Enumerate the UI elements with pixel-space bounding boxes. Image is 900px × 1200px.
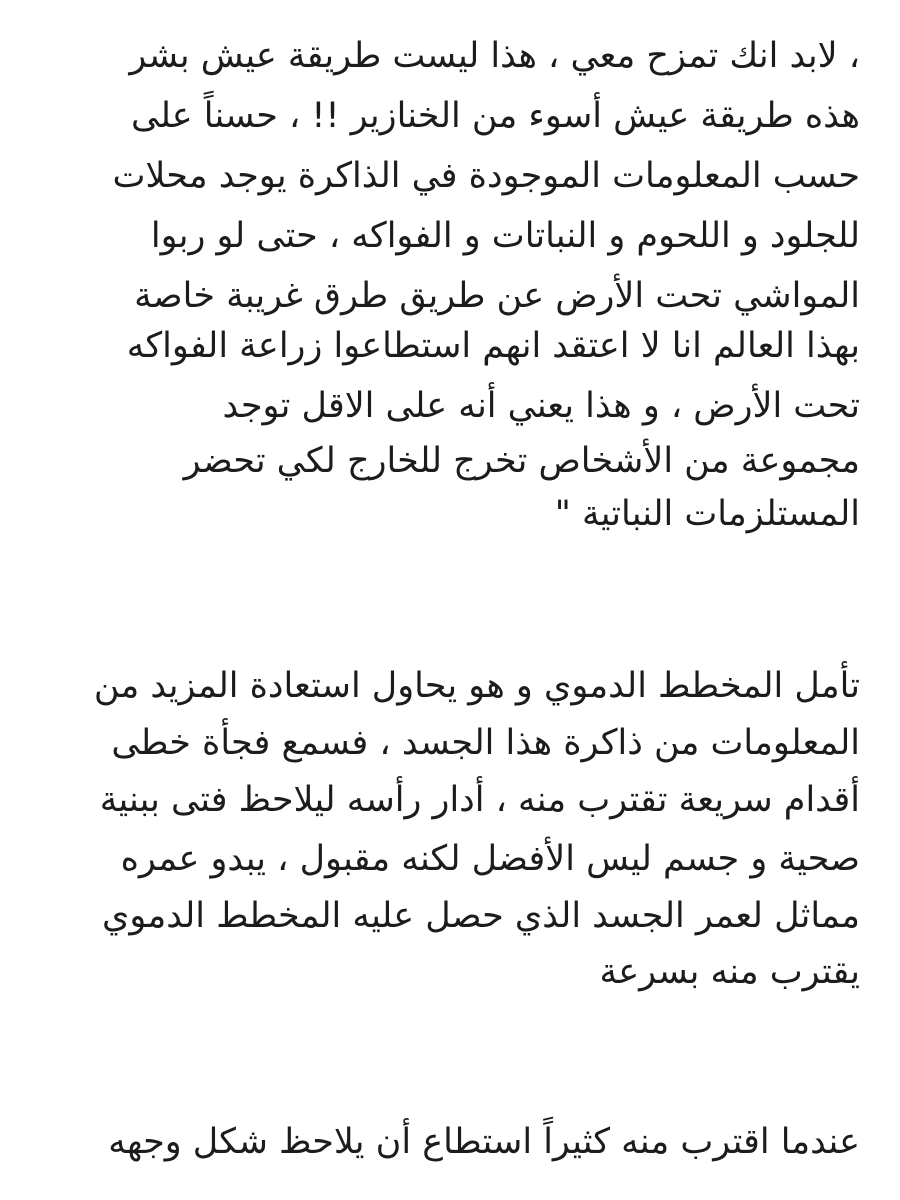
text-line: صحية و جسم ليس الأفضل لكنه مقبول ، يبدو عمره <box>120 839 860 879</box>
text-line: أقدام سريعة تقترب منه ، أدار رأسه ليلاحظ فتى ببنية <box>99 780 860 820</box>
text-line: تحت الأرض ، و هذا يعني أنه على الاقل توجد <box>222 386 860 426</box>
text-line: ، لابد انك تمزح معي ، هذا ليست طريقة عيش بشر <box>129 36 860 76</box>
text-line: حسب المعلومات الموجودة في الذاكرة يوجد محلات <box>112 156 860 196</box>
text-line: المواشي تحت الأرض عن طريق طرق غريبة خاصة <box>134 276 860 316</box>
text-line: عندما اقترب منه كثيراً استطاع أن يلاحظ شكل وجهه <box>108 1122 860 1162</box>
text-line: المعلومات من ذاكرة هذا الجسد ، فسمع فجأة خطى <box>111 723 860 763</box>
text-line: هذه طريقة عيش أسوء من الخنازير !! ، حسناً على <box>131 96 860 136</box>
text-line: بهذا العالم انا لا اعتقد انهم استطاعوا زراعة الفواكه <box>126 326 860 366</box>
text-line: تأمل المخطط الدموي و هو يحاول استعادة المزيد من <box>93 666 860 706</box>
text-line: للجلود و اللحوم و النباتات و الفواكه ، حتى لو ربوا <box>150 216 860 256</box>
text-line: المستلزمات النباتية " <box>554 494 860 534</box>
text-line: مجموعة من الأشخاص تخرج للخارج لكي تحضر <box>183 441 860 481</box>
text-line: يقترب منه بسرعة <box>599 952 860 992</box>
text-line: مماثل لعمر الجسد الذي حصل عليه المخطط الدموي <box>101 896 860 936</box>
